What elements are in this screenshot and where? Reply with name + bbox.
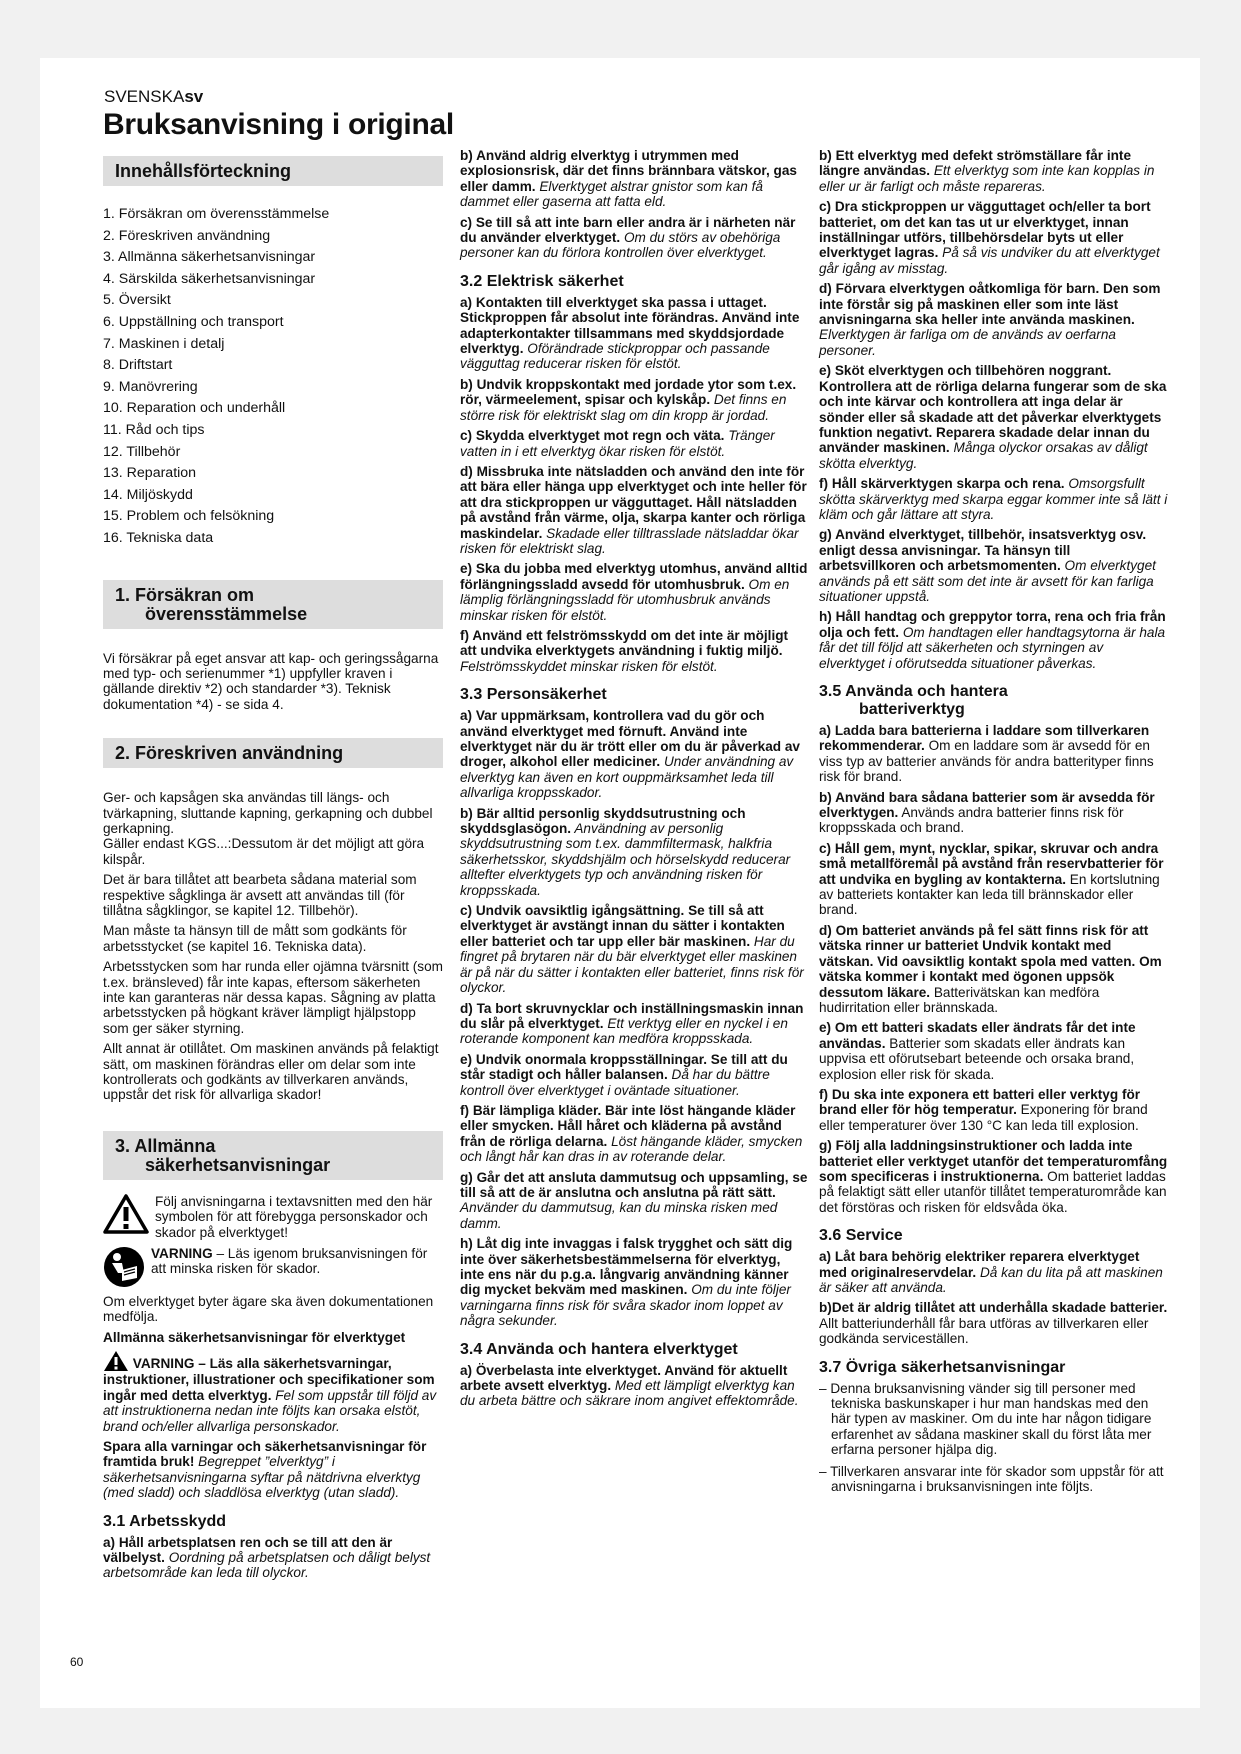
toc-item[interactable]: 3. Allmänna säkerhetsanvisningar bbox=[103, 249, 316, 266]
section-3-2-item: a) Kontakten till elverktyget ska passa i uttaget. Stickproppen får absolut inte förändras. Använd inte adapterkontakter tillsammans med skyddsjordade elverktyg. Oförändrade stickproppar och passande vägguttag reducerar risken för elstöt. bbox=[460, 294, 800, 372]
toc-item[interactable]: 10. Reparation och underhåll bbox=[103, 400, 286, 417]
section-3-7-item: – Denna bruksanvisning vänder sig till personer med tekniska baskunskaper i hur man handskas med den här typen av maskiner. Om du inte har någon tidigare erfarenhet av sådana maskiner skall du först låta mer erfarna personer hjälpa dig. bbox=[819, 1380, 1152, 1458]
toc-item[interactable]: 4. Särskilda säkerhetsanvisningar bbox=[103, 270, 316, 287]
toc-item[interactable]: 2. Föreskriven användning bbox=[103, 227, 271, 244]
section-3-5-item: c) Håll gem, mynt, nycklar, spikar, skruvar och andra små metallföremål på avstånd från reservbatterier för att undvika en bygling av kontakterna. En kortslutning av batteriets kontakter kan leda till brännskador eller brand. bbox=[819, 840, 1164, 918]
section-3-3-item: c) Undvik oavsiktlig igångsättning. Se till så att elverktyget är avstängt innan du sätter i kontakten eller batteriet och tar upp eller bär maskinen. Har du fingret på brytaren när du bär elverktyget eller maskinen är på när du sätter i kontakten eller batteriet, finns risk för olyckor. bbox=[460, 903, 804, 996]
warning-note: Följ anvisningarna i textavsnitten med den här symbolen för att förebygga personskador och skador på elverktyget! bbox=[103, 1194, 443, 1240]
toc-item[interactable]: 6. Uppställning och transport bbox=[103, 313, 284, 330]
section-3-1-item: c) Se till så att inte barn eller andra är i närheten när du använder elverktyget. Om du störs av obehöriga personer kan du förlora kontrollen över elverktyget. bbox=[460, 214, 796, 261]
column-1 bbox=[103, 156, 443, 1586]
section-3-3-item: f) Bär lämpliga kläder. Bär inte löst hängande kläder eller smycken. Håll håret och kläderna på avstånd från de rörliga delarna. Löst hängande kläder, smycken och långt hår kan dras in av roterande delar. bbox=[460, 1102, 803, 1165]
section-3-2-item: d) Missbruka inte nätsladden och använd den inte för att bära eller hänga upp elverktyget och inte heller för att dra stickproppen ur vägguttaget. Håll nätsladden på avstånd från värme, olja, skarpa kanter och rörliga maskindelar. Skadade eller tilltrasslade nätsladdar ökar risken för elektriskt slag. bbox=[460, 463, 807, 556]
owner-note: Om elverktyget byter ägare ska även dokumentationen medfölja. bbox=[103, 1294, 434, 1325]
save-warnings: Spara alla varningar och säkerhetsanvisningar för framtida bruk! Begreppet ”elverktyg” i säkerhetsanvisningarna syftar på nätdrivna elverktyg (med sladd) och sladdlösa elverktyg (utan sladd). bbox=[103, 1438, 427, 1501]
column-3 bbox=[819, 148, 1169, 1500]
toc-item[interactable]: 12. Tillbehör bbox=[103, 443, 181, 460]
section-3-4-item: d) Förvara elverktygen oåtkomliga för barn. Den som inte förstår sig på maskinen eller som inte läst anvisningarna ska heller inte använda maskinen. Elverktygen är farliga om de används av oerfarna personer. bbox=[819, 281, 1161, 358]
section-3-4-item: b) Ett elverktyg med defekt strömställare får inte längre användas. Ett elverktyg som inte kan kopplas in eller ur är farligt och måste repareras. bbox=[819, 148, 1155, 194]
section-3-1-item: b) Använd aldrig elverktyg i utrymmen med explosionsrisk, där det finns brännbara vätskor, gas eller damm. Elverktyget alstrar gnistor som kan få dammet eller gaserna att fatta eld. bbox=[460, 148, 797, 210]
read-manual-icon bbox=[103, 1246, 145, 1288]
toc-heading: Innehållsförteckning bbox=[103, 156, 443, 186]
section-2-para: Gäller endast KGS...:Dessutom är det möjligt att göra kilspår. bbox=[103, 836, 425, 867]
warning-general: VARNING – Läs alla säkerhetsvarningar, instruktioner, illustrationer och specifikationer som ingår med detta elverktyg. Fel som uppstår till följd av att instruktionerna nedan inte följts kan orsaka elstöt, brand och/eller allvarliga personskador. bbox=[103, 1350, 443, 1434]
general-safety-heading: Allmänna säkerhetsanvisningar för elverktyget bbox=[103, 1329, 406, 1345]
section-3-7-item: – Tillverkaren ansvarar inte för skador som uppstår för att anvisningarna i bruksanvisningen inte följts. bbox=[819, 1463, 1164, 1495]
section-1-heading: 1. Försäkran om överensstämmelse bbox=[103, 580, 443, 629]
section-1-text: Vi försäkrar på eget ansvar att kap- och geringssågarna med typ- och serienummer *1) uppfyller kraven i gällande direktiv *2) och standarder *3). Teknisk dokumentation *4) - se sida 4. bbox=[103, 650, 439, 712]
section-3-2-heading: 3.2 Elektrisk säkerhet bbox=[460, 272, 624, 290]
section-3-3-item: g) Går det att ansluta dammutsug och uppsamling, se till så att de är anslutna och anslutna på rätt sätt. Använder du dammutsug, kan du minska risken med damm. bbox=[460, 1169, 808, 1231]
section-2-para: Arbetsstycken som har runda eller ojämna tvärsnitt (som t.ex. bränsleved) får inte kapas, eftersom säkerheten inte kan garanteras när dessa kapas. Sågning av platta arbetsstycken på högkant kräver lämpligt hjälpstopp som ger säker styrning. bbox=[103, 959, 443, 1036]
section-3-4-item: e) Sköt elverktygen och tillbehören noggrant. Kontrollera att de rörliga delarna fungerar som de ska och inte kärvar och kontrollera att inga delar är sönder eller så skadade att det påverkar elverktygets funktion negativt. Reparera skadade delar innan du använder maskinen. Många olyckor orsakas av dåligt skötta elverktyg. bbox=[819, 363, 1167, 471]
section-3-2-item: e) Ska du jobba med elverktyg utomhus, använd alltid förlängningssladd avsedd för utomhusbruk. Om en lämplig förlängningssladd för utomhusbruk används minskar risken för elstöt. bbox=[460, 561, 808, 623]
section-3-5-item: f) Du ska inte exponera ett batteri eller verktyg för brand eller för hög temperatur. Exponering för brand eller temperaturer över 130 °C kan leda till explosion. bbox=[819, 1086, 1148, 1133]
page-title: Bruksanvisning i original bbox=[103, 108, 454, 141]
section-3-6-item: b)Det är aldrig tillåtet att underhålla skadade batterier. Allt batteriunderhåll får bara utföras av tillverkaren eller godkända serviceställen. bbox=[819, 1300, 1168, 1347]
toc-item[interactable]: 13. Reparation bbox=[103, 465, 197, 482]
section-3-3-item: h) Låt dig inte invaggas i falsk trygghet och sätt dig inte över säkerhetsbestämmelserna för elverktyg, inte ens när du p.g.a. långvarig användning känner dig mycket bekväm med maskinen. Om du inte följer varningarna finns risk för svåra skador inom loppet av några sekunder. bbox=[460, 1236, 793, 1329]
section-3-6-item: a) Låt bara behörig elektriker reparera elverktyget med originalreservdelar. Då kan du lita på att maskinen är säker att använda. bbox=[819, 1249, 1163, 1295]
section-3-3-item: a) Var uppmärksam, kontrollera vad du gör och använd elverktyget med förnuft. Använd inte elverktyget när du är trött eller om du är påverkad av droger, alkohol eller mediciner. Under användning av elverktyg kan även en kort ouppmärksamhet leda till allvarliga kroppsskador. bbox=[460, 708, 800, 801]
toc-item[interactable]: 5. Översikt bbox=[103, 292, 171, 309]
section-3-1-item: a) Håll arbetsplatsen ren och se till att den är välbelyst. Oordning på arbetsplatsen och dåligt belyst arbetsområde kan leda till olyckor. bbox=[103, 1534, 431, 1581]
section-3-6-heading: 3.6 Service bbox=[819, 1227, 903, 1245]
read-manual-note: VARNING – Läs igenom bruksanvisningen för att minska risken för skador. bbox=[103, 1246, 443, 1288]
language-label: SVENSKAsv bbox=[104, 87, 204, 106]
toc-item[interactable]: 9. Manövrering bbox=[103, 378, 198, 395]
toc-item[interactable]: 8. Driftstart bbox=[103, 357, 173, 374]
section-2-para: Allt annat är otillåtet. Om maskinen används på felaktigt sätt, om maskinen förändras eller om delar som inte kontrollerats och godkänts av tillverkaren används, uppstår det risk för allvarliga skador! bbox=[103, 1041, 439, 1103]
section-3-5-item: e) Om ett batteri skadats eller ändrats får det inte användas. Batterier som skadats eller ändrats kan uppvisa ett oförutsebart beteende och orsaka brand, explosion eller risk för skada. bbox=[819, 1020, 1136, 1082]
section-3-heading: 3. Allmänna säkerhetsanvisningar bbox=[103, 1131, 443, 1180]
section-3-5-item: a) Ladda bara batterierna i laddare som tillverkaren rekommenderar. Om en laddare som är avsedd för en viss typ av batterier används för andra batterityper finns risk för brand. bbox=[819, 723, 1154, 785]
section-3-4-item: c) Dra stickproppen ur vägguttaget och/eller ta bort batteriet, om det kan tas ut ur elverktyget, innan inställningar utförs, tillbehörsdelar byts ut eller elverktyget lagras. På så vis undviker du att elverktyget går igång av misstag. bbox=[819, 199, 1160, 276]
section-3-5-item: b) Använd bara sådana batterier som är avsedda för elverktygen. Används andra batterier finns risk för kroppsskada och brand. bbox=[819, 789, 1155, 836]
toc-item[interactable]: 11. Råd och tips bbox=[103, 421, 205, 438]
toc-item[interactable]: 14. Miljöskydd bbox=[103, 486, 193, 503]
warning-triangle-icon bbox=[103, 1350, 129, 1372]
section-3-5-heading: 3.5 Använda och hantera batteriverktyg bbox=[819, 683, 1008, 718]
section-3-3-item: d) Ta bort skruvnycklar och inställningsmaskin innan du slår på elverktyget. Ett verktyg eller en nyckel i en roterande komponent kan medföra kroppsskada. bbox=[460, 1000, 804, 1047]
section-3-4-item: h) Håll handtag och greppytor torra, rena och fria från olja och fett. Om handtagen eller handtagsytorna är hala får det till följd att säkerheten och styrningen av elverktyget i oförutsedda situationer påverkas. bbox=[819, 609, 1166, 671]
section-3-1-heading: 3.1 Arbetsskydd bbox=[103, 1512, 227, 1530]
toc-item[interactable]: 1. Försäkran om överensstämmelse bbox=[103, 206, 330, 222]
section-3-3-heading: 3.3 Personsäkerhet bbox=[460, 686, 607, 704]
section-3-5-item: d) Om batteriet används på fel sätt finns risk för att vätska rinner ur batteriet Undvik kontakt med vätskan. Vid oavsiktlig kontakt spola med vatten. Om vätska kommer i kontakt med ögonen uppsök dessutom läkare. Batterivätskan kan medföra hudirritation eller brännskada. bbox=[819, 922, 1162, 1015]
section-3-2-item: b) Undvik kroppskontakt med jordade ytor som t.ex. rör, värmeelement, spisar och kylskåp. Det finns en större risk för elektriskt slag om din kropp är jordad. bbox=[460, 376, 797, 423]
section-3-2-item: f) Använd ett felströmsskydd om det inte är möjligt att undvika elverktygets användning i fuktig miljö. Felströmsskyddet minskar risken för elstöt. bbox=[460, 627, 789, 674]
section-2-para: Det är bara tillåtet att bearbeta sådana material som respektive sågklinga är avsett att användas till (för tillåtna sågklingor, se kapitel 12. Tillbehör). bbox=[103, 872, 417, 918]
section-3-4-item: g) Använd elverktyget, tillbehör, insatsverktyg osv. enligt dessa anvisningar. Ta hänsyn till arbetsvillkoren och arbetsmomenten. Om elverktyget används på ett sätt som det inte är avsett för kan farliga situationer uppstå. bbox=[819, 527, 1156, 604]
section-2-para: Ger- och kapsågen ska användas till längs- och tvärkapning, sluttande kapning, gerkapning och dubbel gerkapning. bbox=[103, 790, 433, 836]
column-2 bbox=[460, 148, 808, 1414]
section-2-para: Man måste ta hänsyn till de mått som godkänts för arbetsstycket (se kapitel 16. Tekniska data). bbox=[103, 923, 407, 954]
toc-item[interactable]: 15. Problem och felsökning bbox=[103, 508, 275, 525]
page-number: 60 bbox=[70, 1655, 84, 1669]
toc-item[interactable]: 7. Maskinen i detalj bbox=[103, 335, 225, 352]
warning-triangle-icon bbox=[103, 1194, 149, 1234]
section-3-3-item: e) Undvik onormala kroppsställningar. Se till att du står stadigt och håller balansen. Då har du bättre kontroll över elverktyget i oväntade situationer. bbox=[460, 1051, 788, 1098]
section-2-heading: 2. Föreskriven användning bbox=[103, 738, 443, 768]
section-3-4-item: a) Överbelasta inte elverktyget. Använd för aktuellt arbete avsett elverktyg. Med ett lämpligt elverktyg kan du arbeta bättre och säkrare inom angivet effektområde. bbox=[460, 1362, 799, 1409]
section-3-7-heading: 3.7 Övriga säkerhetsanvisningar bbox=[819, 1358, 1066, 1376]
section-3-2-item: c) Skydda elverktyget mot regn och väta. Tränger vatten in i ett elverktyg ökar risken för elstöt. bbox=[460, 428, 775, 459]
section-3-3-item: b) Bär alltid personlig skyddsutrustning och skyddsglasögon. Användning av personlig skyddsutrustning som t.ex. dammfiltermask, halkfria säkerhetsskor, skyddshjälm och hörselskydd reducerar alltefter elverktygets typ och användning risken för kroppsskada. bbox=[460, 805, 791, 898]
section-3-5-item: g) Följ alla laddningsinstruktioner och ladda inte batteriet eller verktyget utanför det temperaturomfång som specificeras i instruktionerna. Om batteriet laddas på felaktigt sätt eller utanför tillåtet temperaturområde kan det förstöras och risken för eldsvåda öka. bbox=[819, 1138, 1168, 1215]
section-3-4-heading: 3.4 Använda och hantera elverktyget bbox=[460, 1340, 738, 1358]
toc-item[interactable]: 16. Tekniska data bbox=[103, 529, 214, 546]
section-3-4-item: f) Håll skärverktygen skarpa och rena. Omsorgsfullt skötta skärverktyg med skarpa eggar kommer inte så lätt i kläm och går lättare att styra. bbox=[819, 476, 1168, 522]
toc-list bbox=[103, 204, 443, 550]
